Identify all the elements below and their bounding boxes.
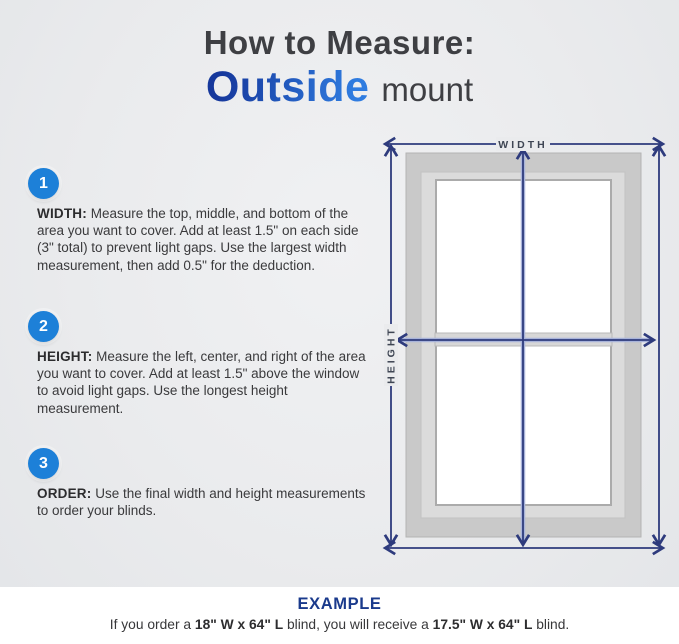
step-1-label: WIDTH: (37, 206, 87, 221)
title-line1: How to Measure: (203, 24, 476, 61)
page-title (0, 24, 679, 120)
title-line2 (0, 64, 679, 120)
step-3-label: ORDER: (37, 486, 92, 501)
example-prefix: If you order a (109, 617, 195, 632)
example-suffix: blind. (532, 617, 570, 632)
step-3 (28, 448, 373, 519)
example-received-size: 17.5" W x 64" L (432, 617, 533, 632)
step-2-number-badge: 2 (28, 311, 59, 342)
height-label: HEIGHT (385, 326, 398, 384)
width-label: WIDTH (498, 139, 548, 151)
step-1-number-badge: 1 (28, 168, 59, 199)
step-1 (28, 168, 373, 274)
example-ordered-size: 18" W x 64" L (194, 617, 284, 632)
step-2 (28, 311, 373, 417)
step-2-body: Measure the left, center, and right of the area you want to cover. Add at least 1.5" above the window to avoid light gaps. Use the longest height measurement. (37, 349, 366, 416)
step-2-text (37, 348, 373, 417)
title-highlight: Outside (205, 63, 370, 111)
step-2-label: HEIGHT: (37, 349, 93, 364)
step-1-body: Measure the top, middle, and bottom of the area you want to cover. Add at least 1.5" on each side (3" total) to prevent light gaps. Use the largest width measurement, then add 0.5" for the deduction. (37, 206, 359, 273)
title-suffix: mount (381, 71, 474, 108)
example-sentence (0, 617, 679, 632)
step-3-body: Use the final width and height measurements to order your blinds. (37, 486, 366, 519)
step-3-number-badge: 3 (28, 448, 59, 479)
step-3-text (37, 485, 373, 519)
example-footer (0, 587, 679, 644)
window-measurement-diagram (375, 128, 675, 573)
example-heading: EXAMPLE (297, 595, 382, 613)
example-middle: blind, you will receive a (283, 617, 433, 632)
step-1-text (37, 205, 373, 274)
